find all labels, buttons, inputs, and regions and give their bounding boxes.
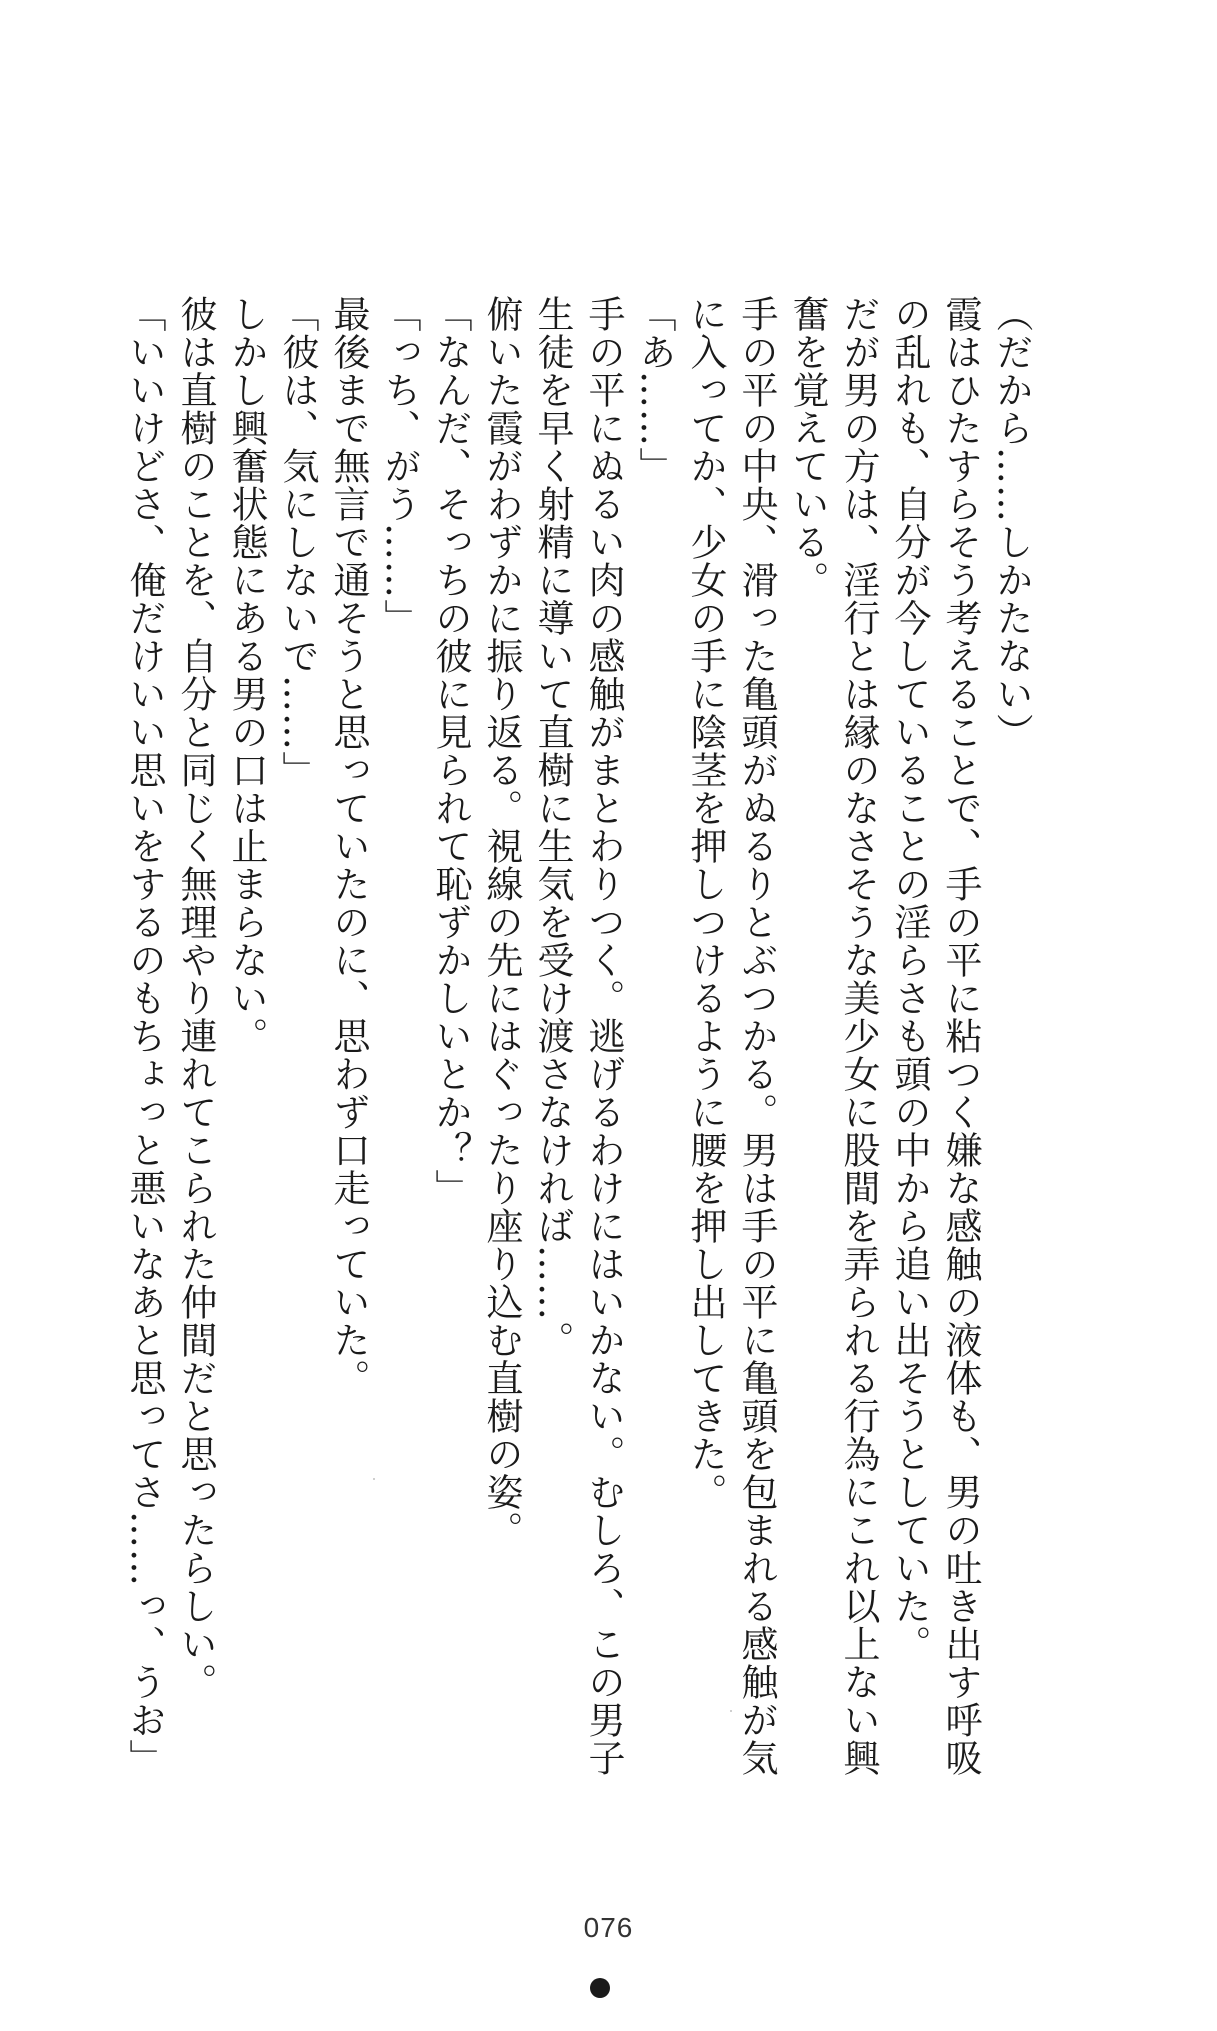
scan-speck [730, 1710, 732, 1712]
scan-speck [373, 1478, 375, 1480]
text-line: 霞はひたすらそう考えることで、手の平に粘つく嫌な感触の液体も、男の吐き出す呼吸 [939, 295, 982, 1777]
text-line: 手の平の中央、滑った亀頭がぬるりとぶつかる。男は手の平に亀頭を包まれる感触が気 [735, 295, 778, 1777]
page-number: 076 [583, 1912, 634, 1943]
text-line: 「なんだ、そっちの彼に見られて恥ずかしいとか？」 [429, 295, 472, 1207]
text-line: 「いいけどさ、俺だけいい思いをするのもちょっと悪いなあと思ってさ……っ、うお」 [123, 295, 166, 1777]
text-line: 最後まで無言で通そうと思っていたのに、思わず口走っていた。 [327, 295, 370, 1397]
page-marker-dot [590, 1978, 610, 1998]
text-line: しかし興奮状態にある男の口は止まらない。 [225, 295, 268, 1055]
text-line: の乱れも、自分が今していることの淫らさも頭の中から追い出そうとしていた。 [888, 295, 931, 1663]
text-line: 「あ……」 [633, 295, 676, 485]
text-line: （だから……しかたない） [990, 295, 1033, 751]
text-line: に入ってか、少女の手に陰茎を押しつけるように腰を押し出してきた。 [684, 295, 727, 1511]
text-line: 「っち、がう……」 [378, 295, 421, 637]
text-line: 「彼は、気にしないで……」 [276, 295, 319, 789]
text-line: だが男の方は、淫行とは縁のなさそうな美少女に股間を弄られる行為にこれ以上ない興 [837, 295, 880, 1777]
text-line: 生徒を早く射精に導いて直樹に生気を受け渡さなければ……。 [531, 295, 574, 1359]
text-line: 手の平にぬるい肉の感触がまとわりつく。逃げるわけにはいかない。むしろ、この男子 [582, 295, 625, 1777]
vertical-text-body [119, 295, 1037, 1777]
text-line: 彼は直樹のことを、自分と同じく無理やり連れてこられた仲間だと思ったらしい。 [174, 295, 217, 1701]
text-line: 俯いた霞がわずかに振り返る。視線の先にはぐったり座り込む直樹の姿。 [480, 295, 523, 1549]
text-line: 奮を覚えている。 [786, 295, 829, 599]
